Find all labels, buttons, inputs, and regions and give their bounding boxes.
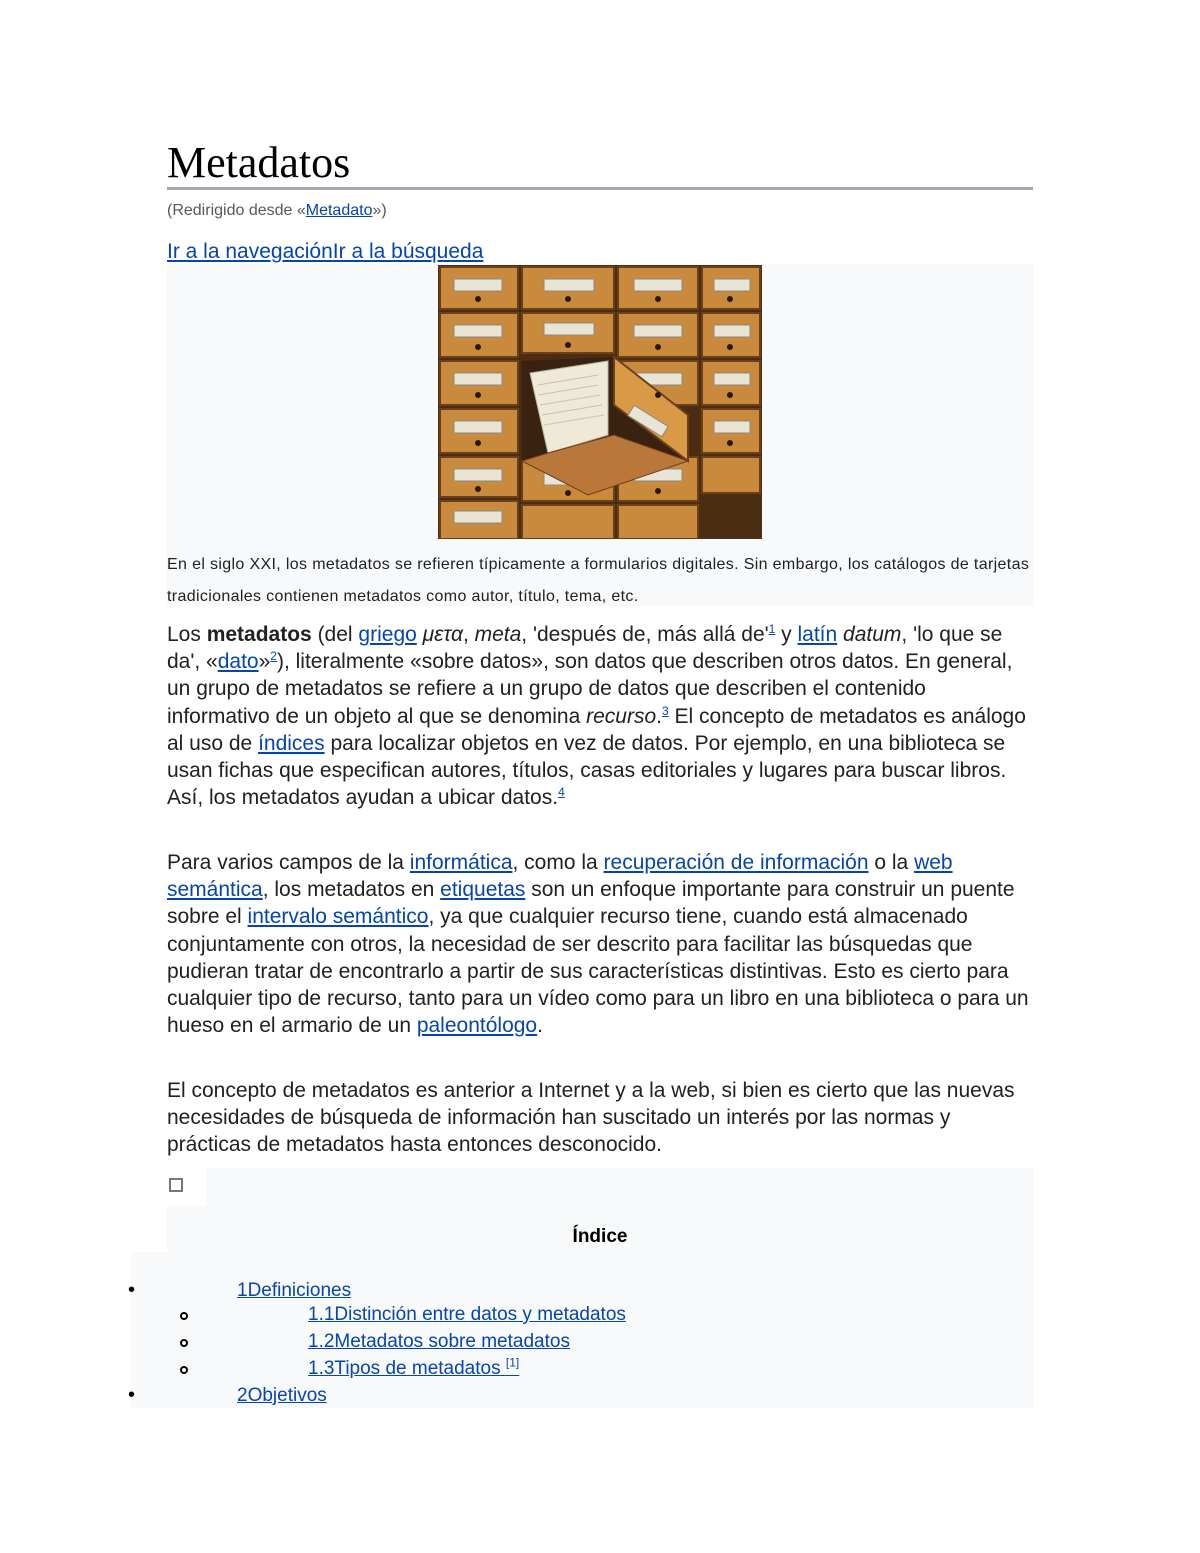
figure-box xyxy=(167,264,1033,606)
figure-caption: En el siglo XXI, los metadatos se refieren típicamente a formularios digitales. Sin embargo, los catálogos de tarjetas tradicionales contienen metadatos como autor, título, tema, etc. xyxy=(167,556,1030,605)
jump-links xyxy=(167,238,483,266)
link-recuperacion-informacion[interactable]: recuperación de información xyxy=(603,851,869,874)
toc-item-1-1[interactable]: 1.1Distinción entre datos y metadatos xyxy=(308,1304,626,1325)
toc-subbullet xyxy=(180,1312,188,1320)
toc-item-1-2[interactable]: 1.2Metadatos sobre metadatos xyxy=(308,1331,570,1352)
paragraph-intro: Los metadatos (del griego μετα, meta, 'después de, más allá de'$^1$ y latín datum, 'lo que se da', «dato»$^2$), literalmente «sobre datos», son datos que describen otros datos. En general, un grupo de metadatos se refiere a un grupo de datos que describen el contenido informativo de un objeto al que se denomina recurso.$^3$ El concepto de metadatos es análogo al uso de índices para localizar objetos en vez de datos. Por ejemplo, en una biblioteca se usan fichas que especifican autores, títulos, casas editoriales y lugares para buscar libros. Así, los metadatos ayudan a ubicar datos.$^4$ xyxy=(167,622,1026,810)
link-griego[interactable]: griego xyxy=(358,623,417,646)
link-indices[interactable]: índices xyxy=(258,731,325,755)
link-paleontologo[interactable]: paleontólogo xyxy=(416,1014,538,1038)
paragraph-history: El concepto de metadatos es anterior a Internet y a la web, si bien es cierto que las nuevas necesidades de búsqueda de información han suscitado un interés por las normas y prácticas de metadatos hasta entonces desconocido. xyxy=(167,1079,1015,1157)
toc-item-1-3[interactable]: 1.3Tipos de metadatos [1] xyxy=(308,1355,520,1379)
redirect-prefix: (Redirigido desde « xyxy=(167,202,306,219)
toc-item-1[interactable]: 1Definiciones xyxy=(237,1280,352,1301)
paragraph-fields: Para varios campos de la informática, como la recuperación de información o la web semántica, los metadatos en etiquetas son un enfoque importante para construir un puente sobre el intervalo semántico, ya que cualquier recurso tiene, cuando está almacenado conjuntamente con otros, la necesidad de ser descrito para facilitar las búsquedas que pudieran tratar de encontrarlo a partir de sus características distintivas. Esto es cierto para cualquier tipo de recurso, tanto para un vídeo como para un libro en una biblioteca o para un hueso en el armario de un paleontólogo. xyxy=(167,851,1029,1038)
link-etiquetas[interactable]: etiquetas xyxy=(440,878,526,902)
toc-bullet: • xyxy=(128,1384,136,1406)
ref-3-link[interactable]: 3 xyxy=(661,703,669,718)
ref-1-link[interactable]: 1 xyxy=(768,622,776,636)
toc-container-left xyxy=(131,1252,167,1408)
redirect-suffix: ») xyxy=(372,202,387,219)
link-web-semantica[interactable]: web semántica xyxy=(167,851,953,902)
ref-2-link[interactable]: 2 xyxy=(270,649,277,664)
redirect-source-link[interactable]: Metadato xyxy=(305,202,373,219)
toc-item-2[interactable]: 2Objetivos xyxy=(237,1385,327,1406)
toc-title: Índice xyxy=(572,1226,628,1247)
toc-subbullet xyxy=(180,1366,188,1374)
toc-bullet: • xyxy=(128,1279,136,1301)
page-title: Metadatos xyxy=(167,138,1033,190)
jump-to-search-link[interactable]: Ir a la búsqueda xyxy=(332,240,484,263)
toc-subbullet xyxy=(180,1339,188,1347)
toc-toggle-checkbox[interactable] xyxy=(169,1178,183,1192)
card-catalog-image[interactable] xyxy=(438,265,762,539)
link-informatica[interactable]: informática xyxy=(409,851,513,874)
link-latin[interactable]: latín xyxy=(797,623,838,646)
link-dato[interactable]: dato xyxy=(217,650,259,674)
link-intervalo-semantico[interactable]: intervalo semántico xyxy=(247,905,429,929)
jump-to-navigation-link[interactable]: Ir a la navegación xyxy=(167,240,333,263)
ref-4-link[interactable]: 4 xyxy=(558,785,565,800)
redirect-notice xyxy=(167,202,387,220)
